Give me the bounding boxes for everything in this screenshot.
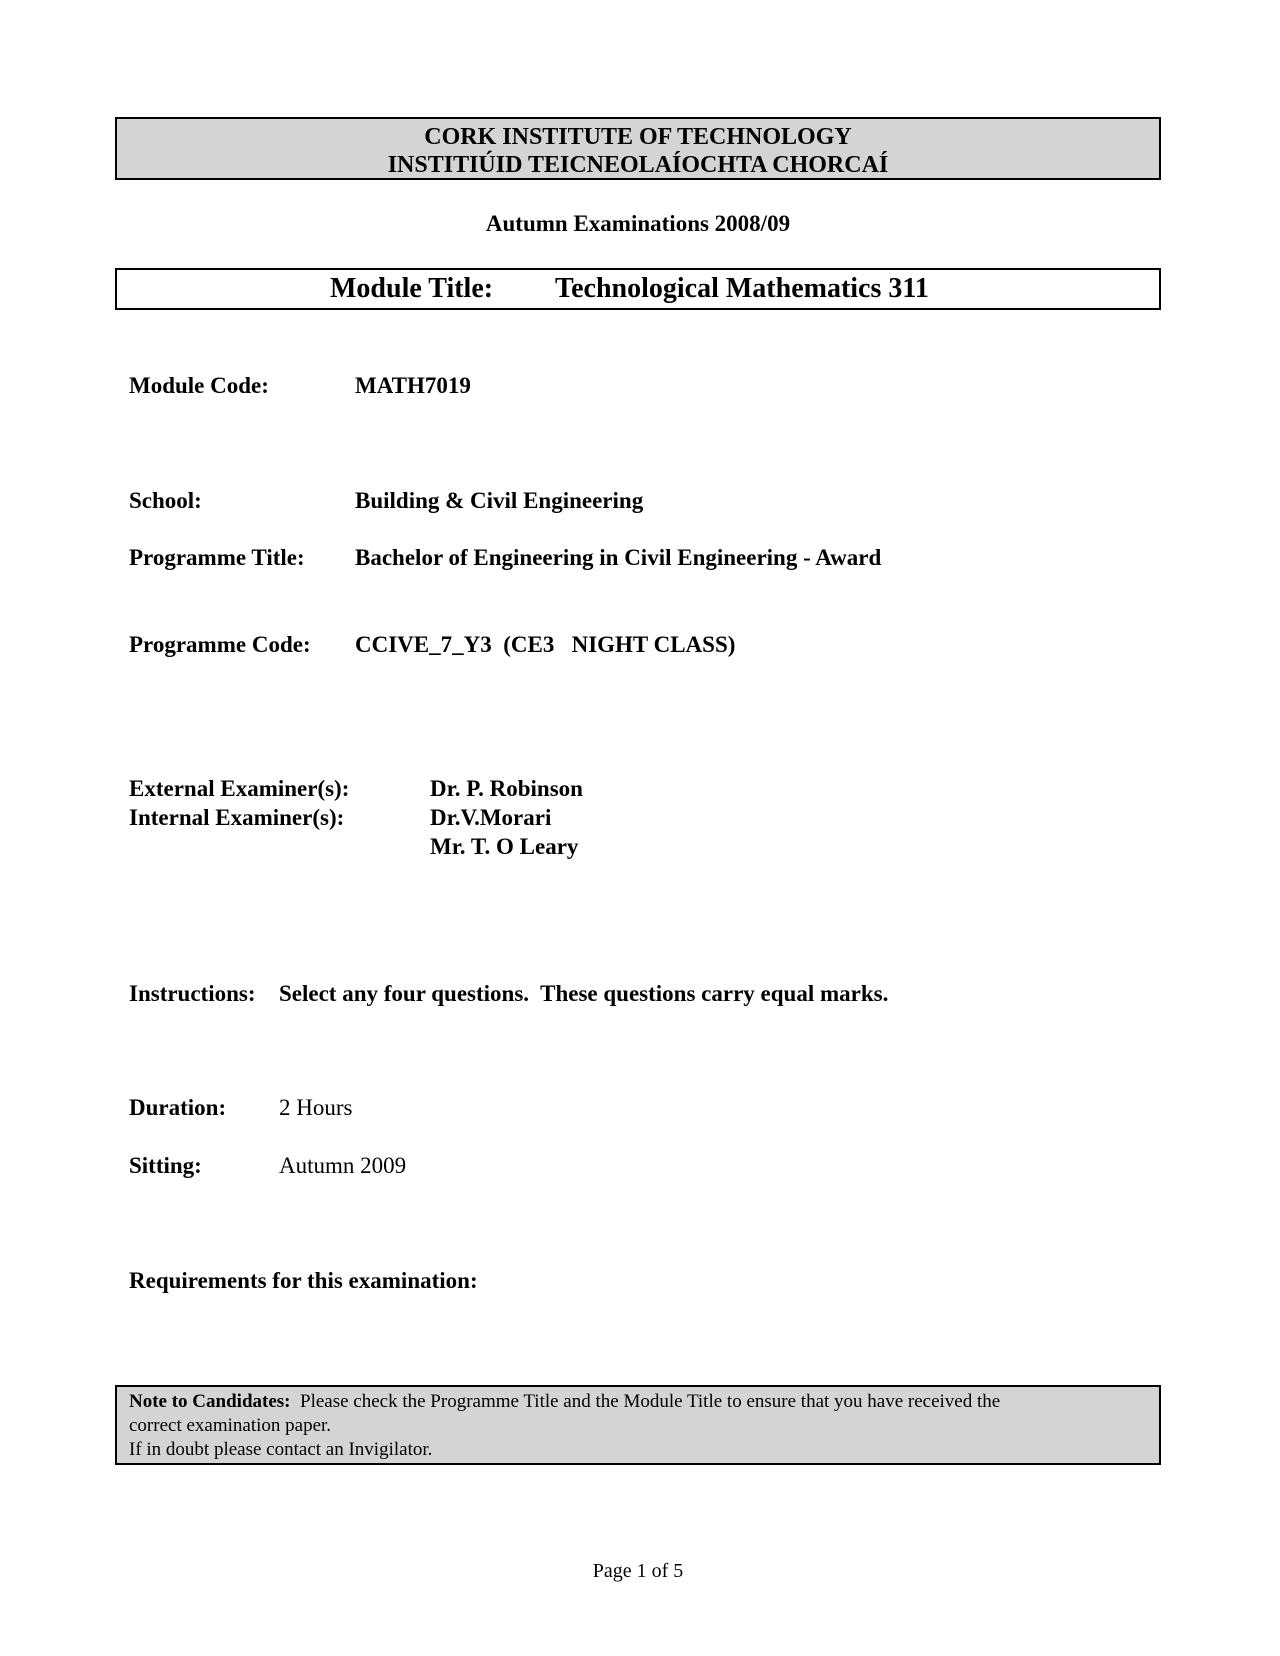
note-text-line2: correct examination paper.	[129, 1415, 332, 1436]
institute-name-english: CORK INSTITUTE OF TECHNOLOGY	[424, 124, 852, 150]
exam-session-title: Autumn Examinations 2008/09	[485, 211, 791, 236]
external-examiner-value: Dr. P. Robinson	[430, 776, 583, 801]
module-title-value: Technological Mathematics 311	[555, 273, 929, 304]
programme-code-value: CCIVE_7_Y3 (CE3 NIGHT CLASS)	[355, 632, 736, 657]
module-title-label: Module Title:	[330, 273, 494, 304]
duration-value: 2 Hours	[279, 1095, 353, 1120]
module-code-value: MATH7019	[355, 373, 471, 398]
institute-name-irish: INSTITIÚID TEICNEOLAÍOCHTA CHORCAÍ	[387, 152, 889, 178]
programme-title-label: Programme Title:	[129, 545, 305, 570]
note-text-line3: If in doubt please contact an Invigilator.	[129, 1439, 433, 1460]
requirements-label: Requirements for this examination:	[129, 1268, 478, 1293]
internal-examiner-value-1: Dr.V.Morari	[430, 805, 552, 830]
note-text: Please check the Programme Title and the Module Title to ensure that you have received the	[300, 1391, 1001, 1412]
instructions-value: Select any four questions. These questions carry equal marks.	[279, 981, 889, 1006]
programme-code-label: Programme Code:	[129, 632, 311, 657]
external-examiner-label: External Examiner(s):	[129, 776, 350, 801]
internal-examiner-value-2: Mr. T. O Leary	[430, 834, 579, 859]
sitting-label: Sitting:	[129, 1153, 202, 1178]
instructions-label: Instructions:	[129, 981, 256, 1006]
school-label: School:	[129, 488, 202, 513]
page-number: Page 1 of 5	[592, 1560, 684, 1582]
duration-label: Duration:	[129, 1095, 227, 1120]
module-title-box	[115, 268, 1161, 310]
internal-examiner-label: Internal Examiner(s):	[129, 805, 345, 830]
note-label: Note to Candidates:	[129, 1391, 291, 1412]
institute-header	[115, 117, 1161, 180]
module-code-label: Module Code:	[129, 373, 269, 398]
note-to-candidates-box	[115, 1385, 1161, 1465]
programme-title-value: Bachelor of Engineering in Civil Engineering - Award	[355, 545, 882, 570]
school-value: Building & Civil Engineering	[355, 488, 644, 513]
sitting-value: Autumn 2009	[279, 1153, 407, 1178]
